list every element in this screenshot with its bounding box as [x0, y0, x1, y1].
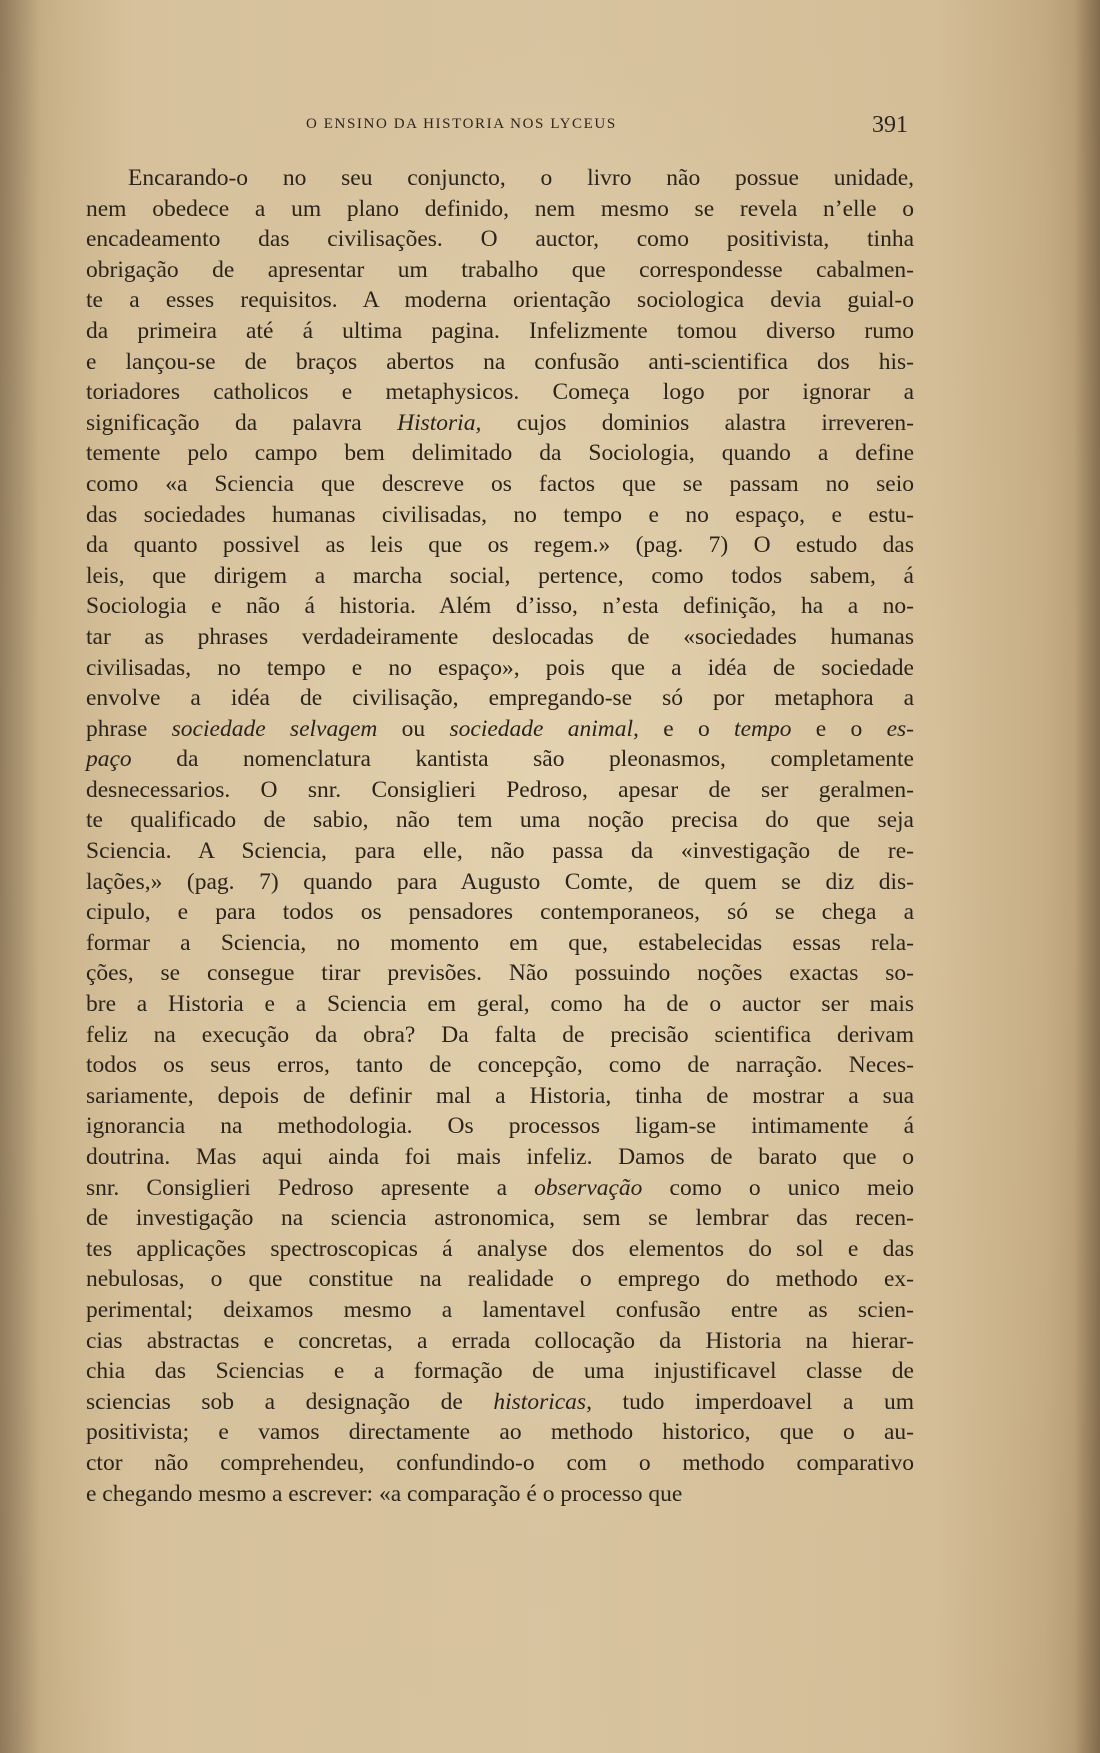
- text-line: [86, 867, 914, 898]
- text-span: nebulosas, o que constitue na realidade o emprego do methodo ex-: [86, 1266, 914, 1293]
- text-span: sciencias sob a designação de: [86, 1388, 494, 1415]
- text-span: ctor não comprehendeu, confundindo-o com o methodo comparativo: [86, 1449, 914, 1476]
- text-span: significação da palavra: [86, 409, 398, 436]
- text-span: Encarando-o no seu conjuncto, o livro não possue unidade,: [128, 165, 914, 191]
- text-line: [86, 591, 914, 622]
- text-span: toriadores catholicos e metaphysicos. Começa logo por ignorar a: [86, 379, 914, 406]
- text-line: [86, 1203, 914, 1234]
- text-line: [86, 224, 914, 255]
- text-line: [86, 255, 914, 286]
- text-line: [86, 1326, 914, 1357]
- text-line: [86, 1111, 914, 1142]
- text-line: [86, 1234, 914, 1265]
- text-span: doutrina. Mas aqui ainda foi mais infeliz. Damos de barato que o: [86, 1144, 914, 1170]
- text-line: [86, 1356, 914, 1387]
- text-span: como o unico meio: [642, 1174, 914, 1201]
- text-line: [86, 1417, 914, 1448]
- text-span: tudo imperdoavel a um: [591, 1388, 914, 1415]
- text-line: [86, 958, 914, 989]
- text-span: positivista; e vamos directamente ao methodo historico, que o au-: [86, 1419, 914, 1446]
- text-span: e chegando mesmo a escrever: «a comparação é o processo que: [86, 1480, 683, 1507]
- text-span: phrase: [86, 715, 172, 742]
- text-span: das sociedades humanas civilisadas, no tempo e no espaço, e estu-: [86, 501, 914, 528]
- text-span: e o: [638, 715, 735, 742]
- italic-span: observação: [534, 1174, 643, 1201]
- text-line: [86, 1264, 914, 1295]
- text-line: [86, 194, 914, 225]
- text-line: [86, 775, 914, 806]
- italic-span: sociedade selvagem: [171, 715, 378, 742]
- text-span: ignorancia na methodologia. Os processos ligam-se intimamente á: [86, 1113, 914, 1140]
- text-line: [86, 1173, 914, 1204]
- text-line: [86, 653, 914, 684]
- text-span: da primeira até á ultima pagina. Infelizmente tomou diverso rumo: [86, 317, 914, 344]
- text-line: [86, 316, 914, 347]
- text-span: chia das Sciencias e a formação de uma injustificavel classe de: [86, 1358, 914, 1385]
- italic-span: Historia,: [397, 409, 482, 436]
- text-span: temente pelo campo bem delimitado da Sociologia, quando a define: [86, 440, 914, 467]
- text-line: [86, 1295, 914, 1326]
- text-line: [86, 989, 914, 1020]
- text-span: e lançou-se de braços abertos na confusão anti-scientifica dos his-: [86, 348, 914, 375]
- text-span: da nomenclatura kantista são pleonasmos, completamente: [131, 746, 914, 773]
- text-span: de investigação na sciencia astronomica, sem se lembrar das recen-: [86, 1205, 914, 1232]
- text-line: [86, 285, 914, 316]
- text-line: [86, 1081, 914, 1112]
- text-line: [86, 500, 914, 531]
- text-span: da quanto possivel as leis que os regem.» (pag. 7) O estudo das: [86, 532, 914, 559]
- body-text: [86, 163, 914, 1509]
- text-line: [86, 683, 914, 714]
- text-line: [86, 1448, 914, 1479]
- text-span: como «a Sciencia que descreve os factos que se passam no seio: [86, 470, 914, 497]
- running-head: [88, 112, 918, 142]
- text-line: [86, 836, 914, 867]
- text-line: [86, 438, 914, 469]
- italic-span: paço: [86, 746, 132, 773]
- text-line: [86, 163, 914, 194]
- text-span: formar a Sciencia, no momento em que, estabelecidas essas rela-: [86, 929, 914, 956]
- italic-span: tempo: [734, 715, 792, 742]
- running-title: O ENSINO DA HISTORIA NOS LYCEUS: [306, 116, 617, 132]
- text-span: leis, que dirigem a marcha social, pertence, como todos sabem, á: [86, 562, 914, 589]
- text-line: [86, 1020, 914, 1051]
- text-line: [86, 347, 914, 378]
- text-span: todos os seus erros, tanto de concepção, como de narração. Neces-: [86, 1052, 914, 1079]
- text-line: [86, 1142, 914, 1173]
- text-span: cipulo, e para todos os pensadores contemporaneos, só se chega a: [86, 899, 914, 926]
- text-span: Sociologia e não á historia. Além d’isso, n’esta definição, ha a no-: [86, 593, 914, 620]
- text-line: [86, 1387, 914, 1418]
- text-line: [86, 561, 914, 592]
- italic-span: es-: [886, 715, 915, 742]
- text-span: obrigação de apresentar um trabalho que correspondesse cabalmen-: [86, 256, 914, 283]
- italic-span: historicas,: [493, 1388, 592, 1415]
- text-span: ções, se consegue tirar previsões. Não possuindo noções exactas so-: [86, 960, 914, 987]
- text-line: [86, 530, 914, 561]
- text-span: perimental; deixamos mesmo a lamentavel confusão entre as scien-: [86, 1296, 914, 1323]
- text-line: [86, 1050, 914, 1081]
- text-line: [86, 377, 914, 408]
- text-line: [86, 1479, 914, 1510]
- text-line: [86, 408, 914, 439]
- italic-span: sociedade animal,: [449, 715, 639, 742]
- text-span: cias abstractas e concretas, a errada collocação da Historia na hierar-: [86, 1327, 914, 1354]
- text-span: envolve a idéa de civilisação, empregando-se só por metaphora a: [86, 685, 914, 712]
- text-line: [86, 805, 914, 836]
- page-number: 391: [872, 112, 908, 138]
- text-span: tar as phrases verdadeiramente deslocadas de «sociedades humanas: [86, 623, 914, 650]
- text-span: bre a Historia e a Sciencia em geral, como ha de o auctor ser mais: [86, 991, 914, 1018]
- text-span: ou: [377, 715, 450, 742]
- text-line: [86, 469, 914, 500]
- text-span: civilisadas, no tempo e no espaço», pois que a idéa de sociedade: [86, 654, 914, 681]
- text-line: [86, 622, 914, 653]
- text-span: tes applicações spectroscopicas á analyse dos elementos do sol e das: [86, 1235, 914, 1262]
- text-span: lações,» (pag. 7) quando para Augusto Comte, de quem se diz dis-: [86, 868, 914, 895]
- text-span: feliz na execução da obra? Da falta de precisão scientifica derivam: [86, 1021, 914, 1048]
- text-line: [86, 744, 914, 775]
- text-line: [86, 928, 914, 959]
- text-span: snr. Consiglieri Pedroso apresente a: [86, 1174, 535, 1201]
- text-span: desnecessarios. O snr. Consiglieri Pedroso, apesar de ser geralmen-: [86, 776, 914, 803]
- text-span: te qualificado de sabio, não tem uma noção precisa do que seja: [86, 807, 914, 834]
- text-span: sariamente, depois de definir mal a Historia, tinha de mostrar a sua: [86, 1082, 914, 1109]
- text-span: e o: [791, 715, 887, 742]
- text-span: cujos dominios alastra irreveren-: [481, 409, 915, 436]
- text-span: te a esses requisitos. A moderna orientação sociologica devia guial-o: [86, 287, 914, 314]
- text-span: encadeamento das civilisações. O auctor, como positivista, tinha: [86, 226, 914, 253]
- text-line: [86, 714, 914, 745]
- text-span: Sciencia. A Sciencia, para elle, não passa da «investigação de re-: [86, 838, 914, 865]
- text-span: nem obedece a um plano definido, nem mesmo se revela n’elle o: [86, 195, 914, 222]
- text-line: [86, 897, 914, 928]
